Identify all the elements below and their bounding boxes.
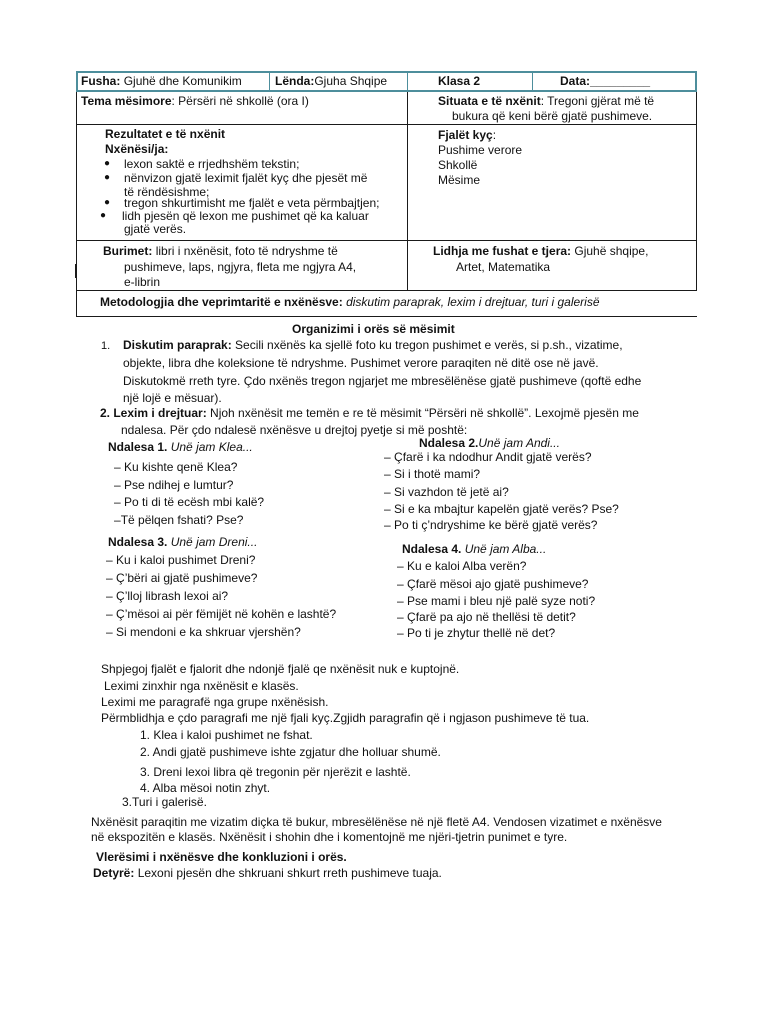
lexim-line1: 2. Lexim i drejtuar: Njoh nxënësit me temën e re të mësimit “Përsëri në shkollë”. Lexojmë pjesën me: [100, 406, 639, 420]
step-turi: 3.Turi i galerisë.: [122, 795, 207, 809]
fusha-cell: [81, 74, 242, 88]
fjalet-kyc-label: Fjalët kyç: [438, 128, 493, 142]
ndalesa2-heading: Ndalesa 2.Unë jam Andi...: [419, 436, 560, 450]
tema-label: Tema mësimore: [81, 94, 172, 108]
summary-item: 1. Klea i kaloi pushimet ne fshat.: [140, 728, 313, 742]
list-item: – Çfarë pa ajo në thellësi të detit?: [397, 610, 576, 624]
lidhja-label: Lidhja me fushat e tjera:: [433, 244, 572, 258]
burimet-label: Burimet:: [103, 244, 153, 258]
rezultatet-subtitle: Nxënësi/ja:: [105, 142, 169, 156]
list-item: – Si i thotë mami?: [384, 467, 481, 481]
ndalesa4-heading: Ndalesa 4. Unë jam Alba...: [402, 542, 547, 556]
diskutim-line3: Diskutokmë rreth tyre. Çdo nxënës tregon ngjarjet me mbresëlënëse gjatë pushimeve (qoftë edhe: [123, 374, 642, 388]
lenda-label: Lënda:: [275, 74, 315, 88]
fusha-value: Gjuhë dhe Komunikim: [123, 74, 242, 88]
step-permbledhja: Përmblidhja e çdo paragrafi me një fjali kyç.Zgjidh paragrafin që i ngjason pushimeve të tua.: [101, 711, 590, 725]
diskutim-line1: Diskutim paraprak: Secili nxënës ka sjellë foto ku tregon pushimet e verës, si p.sh., vizatime,: [123, 338, 623, 352]
keyword-item: Shkollë: [438, 158, 478, 172]
burimet-line3: e-librin: [124, 275, 161, 289]
data-field: Data:_________: [560, 74, 651, 88]
situata-line2: bukura që keni bërë gjatë pushimeve.: [452, 109, 653, 123]
lenda-cell: [275, 74, 387, 88]
diskutim-line4: një lojë e mësuar).: [123, 391, 222, 405]
keyword-item: Mësime: [438, 173, 481, 187]
ndalesa3-heading: Ndalesa 3. Unë jam Dreni...: [108, 535, 258, 549]
list-item: – Si e ka mbajtur kapelën gjatë verës? Pse?: [384, 502, 619, 516]
metodologjia-row: [100, 295, 600, 309]
summary-item: 4. Alba mësoi notin zhyt.: [140, 781, 271, 795]
step-leximi-paragrafe: Leximi me paragrafë nga grupe nxënësish.: [101, 695, 329, 709]
burimet-line1: libri i nxënësit, foto të ndryshme të: [155, 244, 338, 258]
fusha-label: Fusha:: [81, 74, 121, 88]
lidhja-line2: Artet, Matematika: [456, 260, 551, 274]
lidhja-cell: [433, 244, 648, 258]
diskutim-label: Diskutim paraprak:: [123, 338, 232, 352]
list-item: – Si mendoni e ka shkruar vjershën?: [106, 625, 301, 639]
list-item: – Ç’lloj librash lexoi ai?: [106, 589, 229, 603]
list-item: – Ku i kaloi pushimet Dreni?: [106, 553, 256, 567]
situata-label: Situata e të nxënit: [438, 94, 541, 108]
list-item: – Çfarë mësoi ajo gjatë pushimeve?: [397, 577, 589, 591]
list-item: – Po ti ç’ndryshime ke bërë gjatë verës?: [384, 518, 598, 532]
list-item: – Si vazhdon të jetë ai?: [384, 485, 509, 499]
summary-item: 2. Andi gjatë pushimeve ishte zgjatur dhe holluar shumë.: [140, 745, 441, 759]
burimet-cell: [103, 244, 338, 258]
galeria-line2: në ekspozitën e klasës. Nxënësit i shohin dhe i komentojnë me njëri-tjetrin punimet e tyre.: [91, 830, 568, 844]
diskutim-number: 1.: [101, 340, 111, 352]
list-item: – Ç’bëri ai gjatë pushimeve?: [106, 571, 258, 585]
situata-line1: : Tregoni gjërat më të: [540, 94, 655, 108]
burimet-line2: pushimeve, laps, ngjyra, fleta me ngjyra A4,: [124, 260, 357, 274]
list-item: – Po ti je zhytur thellë në det?: [397, 626, 556, 640]
metodologjia-value: diskutim paraprak, lexim i drejtuar, turi i galerisë: [346, 295, 600, 309]
list-item: –Të pëlqen fshati? Pse?: [114, 513, 244, 527]
fjalet-kyc: Fjalët kyç:: [438, 128, 497, 142]
list-item: – Çfarë i ka ndodhur Andit gjatë verës?: [384, 450, 592, 464]
lexim-label: 2. Lexim i drejtuar:: [100, 406, 207, 420]
keyword-item: Pushime verore: [438, 143, 523, 157]
metodologjia-label: Metodologjia dhe veprimtaritë e nxënësve:: [100, 295, 343, 309]
rezultatet-title: Rezultatet e të nxënit: [105, 127, 226, 141]
organizimi-title: Organizimi i orës së mësimit: [292, 322, 455, 336]
detyre-label: Detyrë:: [93, 866, 135, 880]
situata-cell: [438, 94, 654, 108]
step-shpjegoj: Shpjegoj fjalët e fjalorit dhe ndonjë fjalë qe nxënësit nuk e kuptojnë.: [101, 662, 460, 676]
lenda-value: Gjuha Shqipe: [314, 74, 388, 88]
list-item: – Ku kishte qenë Klea?: [114, 460, 238, 474]
klasa-cell: Klasa 2: [438, 74, 481, 88]
list-item: – Ç’mësoi ai për fëmijët në kohën e lashtë?: [106, 607, 337, 621]
lidhja-line1: Gjuhë shqipe,: [574, 244, 649, 258]
ndalesa1-heading: Ndalesa 1. Unë jam Klea...: [108, 440, 253, 454]
detyre-value: Lexoni pjesën dhe shkruani shkurt rreth pushimeve tuaja.: [137, 866, 442, 880]
detyre: [93, 866, 442, 880]
summary-item: 3. Dreni lexoi libra që tregonin për njerëzit e lashtë.: [140, 765, 411, 779]
lexim-line2: ndalesa. Për çdo ndalesë nxënësve u drejtoj pyetje si më poshtë:: [121, 423, 468, 437]
list-item: – Pse mami i bleu një palë syze noti?: [397, 594, 596, 608]
diskutim-line2: objekte, libra dhe koleksione të ndryshme. Pushimet verore paraqiten në ditë ose në javë.: [123, 356, 599, 370]
tema-cell: [81, 94, 309, 108]
list-item: – Po ti di të ecësh mbi kalë?: [114, 495, 265, 509]
vleresimi: Vlerësimi i nxënësve dhe konkluzioni i orës.: [96, 850, 347, 864]
list-item: – Pse ndihej e lumtur?: [114, 478, 234, 492]
list-item: – Ku e kaloi Alba verën?: [397, 559, 527, 573]
step-leximi-zinxhir: Leximi zinxhir nga nxënësit e klasës.: [104, 679, 299, 693]
tema-value: : Përsëri në shkollë (ora I): [171, 94, 309, 108]
galeria-line1: Nxënësit paraqitin me vizatim diçka të bukur, mbresëlënëse në një fletë A4. Vendosen vizatimet e nxënësve: [91, 815, 662, 829]
